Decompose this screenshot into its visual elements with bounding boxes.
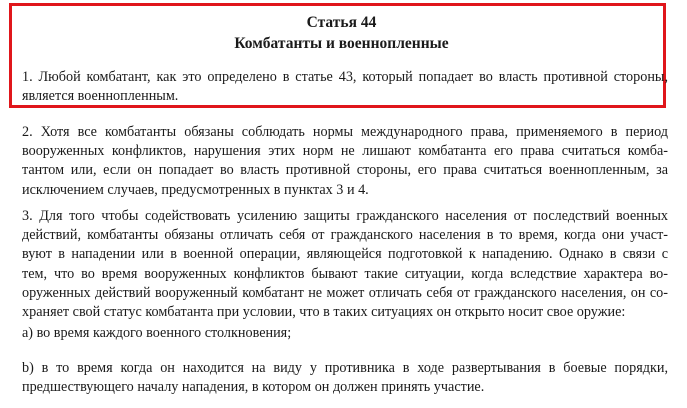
paragraph-3a — [22, 324, 668, 343]
article-title: Комбатанты и военнопленные — [234, 35, 449, 52]
paragraph-line: тантом или, если он попадает во власть противной стороны, его права считаться военнопленным, за — [22, 162, 668, 179]
paragraph-line: 3. Для того чтобы содействовать усилению защиты гражданского населения от последствий военных — [22, 208, 668, 224]
article-number: Статья 44 — [306, 14, 377, 31]
paragraph-line: храняет свой статус комбатанта при условии, что в таких ситуациях он открыто носит свое оружие: — [22, 304, 626, 321]
paragraph-line: действий, комбатанты обязаны отличать себя от гражданского населения в то время, когда они участ- — [22, 227, 668, 244]
paragraph-line: оруженных действий вооруженный комбатант не может отличать себя от гражданского населения, он со- — [22, 284, 668, 301]
paragraph-line: является военнопленным. — [22, 88, 179, 105]
paragraph-line: предшествующего началу нападения, в котором он должен принять участие. — [22, 379, 485, 396]
paragraph-line: вуют в нападении или в военной операции, являющейся подготовкой к нападению. Однако в связи с — [22, 246, 668, 263]
paragraph-3 — [22, 207, 668, 322]
paragraph-line: 2. Хотя все комбатанты обязаны соблюдать нормы международного права, применяемого в период — [22, 124, 668, 140]
paragraph-1 — [22, 68, 668, 106]
paragraph-line: вооруженных конфликтов, нарушения этих норм не лишают комбатанта его права считаться комба- — [22, 143, 668, 160]
paragraph-line: исключением случаев, предусмотренных в пунктах 3 и 4. — [22, 181, 369, 198]
paragraph-line: b) в то время когда он находится на виду у противника в ходе развертывания в боевые порядки, — [22, 360, 668, 376]
paragraph-line: тем, что во время вооруженных конфликтов бывают такие ситуации, когда вследствие характера во- — [22, 265, 668, 282]
paragraph-line: 1. Любой комбатант, как это определено в статье 43, который попадает во власть противной стороны, — [22, 69, 668, 85]
paragraph-line: а) во время каждого военного столкновения; — [22, 325, 292, 341]
paragraph-2 — [22, 123, 668, 200]
paragraph-3b — [22, 359, 668, 397]
